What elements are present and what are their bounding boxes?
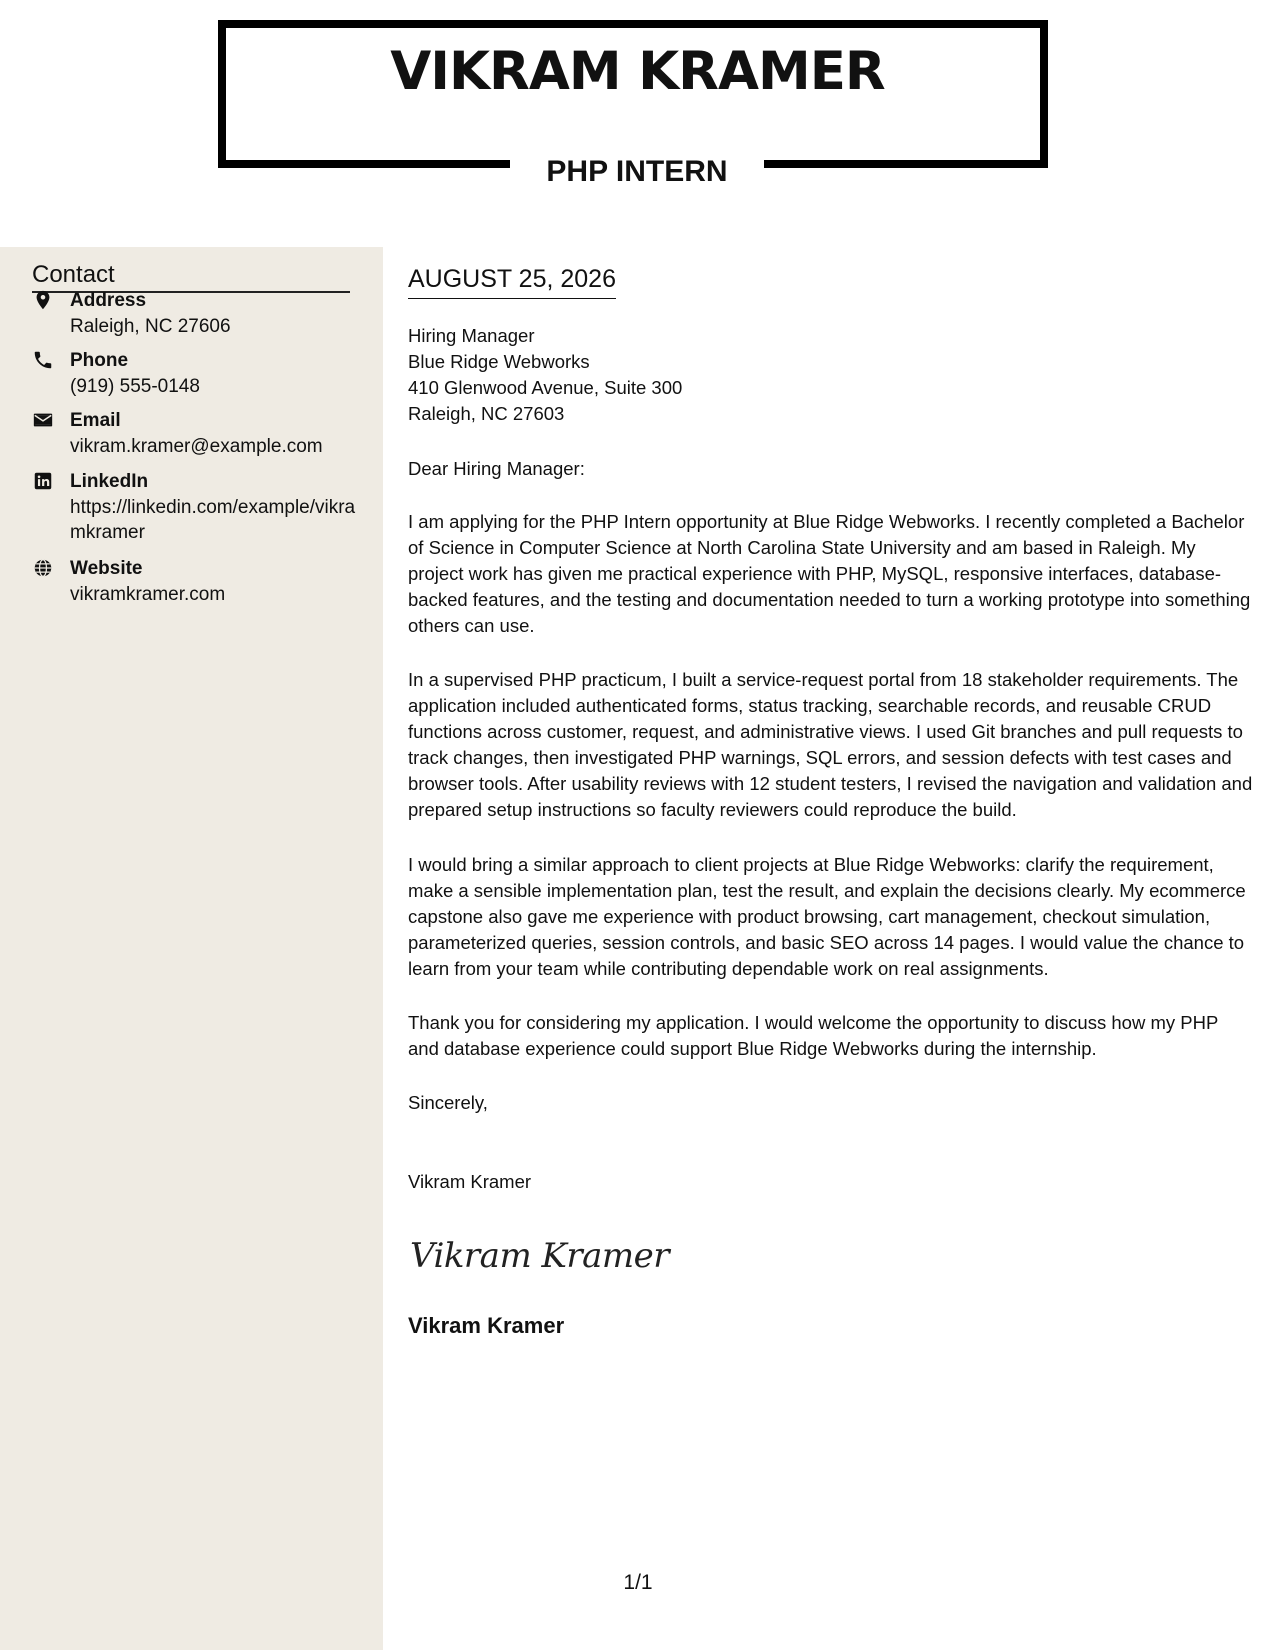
closing: Sincerely, [408,1092,488,1113]
recipient-block [408,323,1008,427]
contact-value: Raleigh, NC 27606 [70,316,231,337]
contact-label: Address [70,290,147,311]
body-paragraph: I am applying for the PHP Intern opportunity at Blue Ridge Webworks. I recently completed a Bachelor of Science in Computer Science at North Carolina State University and am based in Raleigh. My project work has given me practical experience with PHP, MySQL, responsive interfaces, database-backed features, and the testing and documentation needed to turn a working prototype into something others can use. [408,511,1251,636]
contact-label: LinkedIn [70,471,149,492]
signer-name-bold: Vikram Kramer [408,1313,565,1338]
contact-label: Website [70,558,143,579]
body-paragraph: I would bring a similar approach to client projects at Blue Ridge Webworks: clarify the requirement, make a sensible implementation plan, test the result, and explain the decisions clearly. My ecommerce capstone also gave me experience with product browsing, cart management, checkout simulation, parameterized queries, session controls, and basic SEO across 14 pages. I would value the chance to learn from your team while contributing dependable work on real assignments. [408,854,1246,979]
recipient-line: 410 Glenwood Avenue, Suite 300 [408,377,683,398]
handwritten-signature [408,1225,678,1285]
contact-value: https://linkedin.com/example/vikramkramer [70,497,356,543]
map-pin-icon [32,289,56,313]
recipient-line: Blue Ridge Webworks [408,351,590,372]
page-number: 1/1 [623,1571,653,1594]
signature-text: Vikram Kramer [410,1236,670,1276]
envelope-icon [32,409,56,433]
recipient-line: Raleigh, NC 27603 [408,403,565,424]
letter-date: AUGUST 25, 2026 [408,264,616,299]
contact-value: vikram.kramer@example.com [70,436,323,457]
contact-value: (919) 555-0148 [70,376,200,397]
contact-label: Phone [70,350,129,371]
contact-heading: Contact [32,261,350,293]
globe-icon [32,557,56,581]
contact-value: vikramkramer.com [70,584,226,605]
linkedin-icon [32,470,56,494]
job-title: PHP INTERN [510,148,764,196]
recipient-line: Hiring Manager [408,325,535,346]
contact-label: Email [70,410,121,431]
greeting: Dear Hiring Manager: [408,458,585,479]
body-paragraph: In a supervised PHP practicum, I built a service-request portal from 18 stakeholder requirements. The application included authenticated forms, status tracking, searchable records, and reusable CRUD functions across customer, request, and administrative views. I used Git branches and pull requests to track changes, then investigated PHP warnings, SQL errors, and session defects with test cases and browser tools. After usability reviews with 12 student testers, I revised the navigation and validation and prepared setup instructions so faculty reviewers could reproduce the build. [408,669,1253,820]
phone-icon [32,349,56,373]
applicant-name: VIKRAM KRAMER [390,41,885,102]
signer-name: Vikram Kramer [408,1171,532,1192]
contact-sidebar [0,247,383,1650]
body-paragraph: Thank you for considering my application. I would welcome the opportunity to discuss how my PHP and database experience could support Blue Ridge Webworks during the internship. [408,1012,1218,1059]
